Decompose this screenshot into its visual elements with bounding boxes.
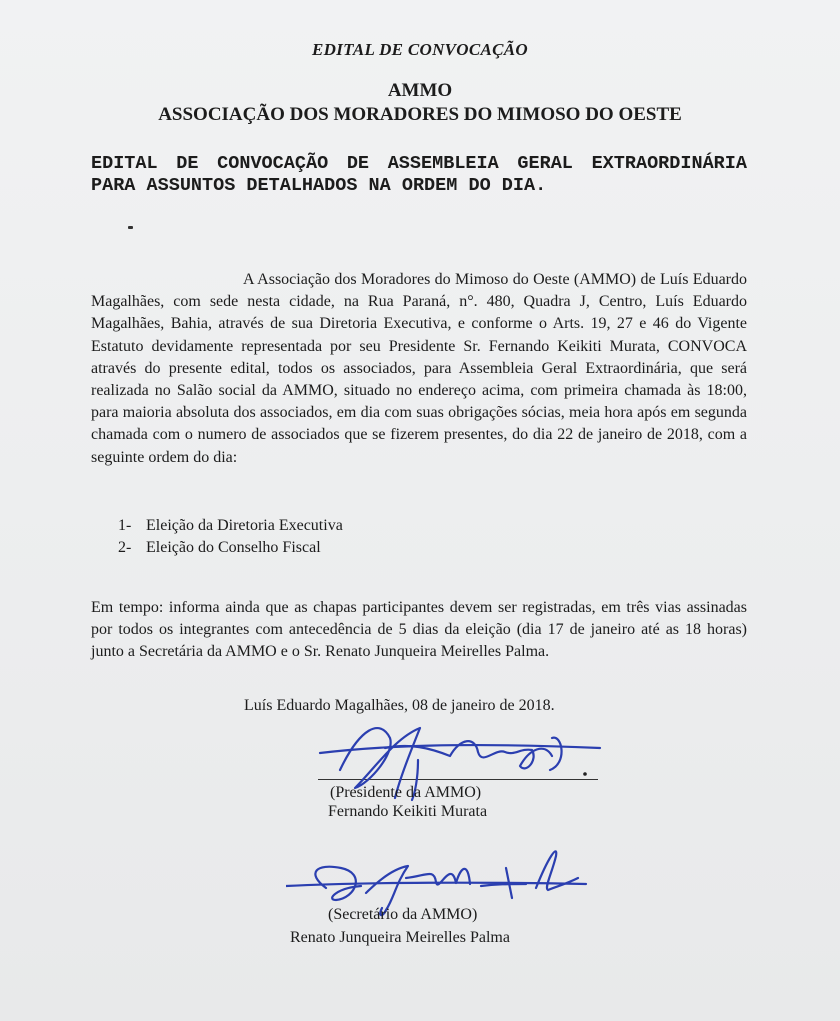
body-paragraph: A Associação dos Moradores do Mimoso do Oeste (AMMO) de Luís Eduardo Magalhães, com sede nesta cidade, na Rua Paraná, n°. 480, Quadra J, Centro, Luís Eduardo Magalhães, Bahia, através de sua Diretoria Executiva, e conforme o Arts. 19, 27 e 46 do Vigente Estatuto devidamente representada por seu Presidente Sr. Fernando Keikiti Murata, CONVOCA através do presente edital, todos os associados, para Assembleia Geral Extraordinária, que será realizada no Salão social da AMMO, situado no endereço acima, com primeira chamada às 18:00, para maioria absoluta dos associados, em dia com suas obrigações sócias, meia hora após em segunda chamada com o numero de associados que se fizerem presentes, do dia 22 de janeiro de 2018, com a seguinte ordem do dia:: [91, 271, 747, 466]
secretary-role: (Secretário da AMMO): [328, 906, 478, 923]
document-heading: EDITAL DE CONVOCAÇÃO DE ASSEMBLEIA GERAL EXTRAORDINÁRIA PARA ASSUNTOS DETALHADOS NA ORDEM DO DIA.: [91, 153, 747, 196]
agenda-item-text: Eleição do Conselho Fiscal: [146, 539, 321, 556]
agenda-item-number: 1-: [118, 517, 132, 534]
stray-mark: [128, 226, 133, 229]
org-name: ASSOCIAÇÃO DOS MORADORES DO MIMOSO DO OESTE: [158, 104, 682, 125]
place-date: Luís Eduardo Magalhães, 08 de janeiro de 2018.: [244, 697, 555, 714]
note-paragraph: Em tempo: informa ainda que as chapas participantes devem ser registradas, em três vias assinadas por todos os integrantes com antecedência de 5 dias da eleição (dia 17 de janeiro até as 18 horas) junto a Secretária da AMMO e o Sr. Renato Junqueira Meirelles Palma.: [91, 599, 747, 661]
secretary-name: Renato Junqueira Meirelles Palma: [290, 929, 510, 946]
org-abbreviation: AMMO: [387, 80, 453, 101]
agenda-item-number: 2-: [118, 539, 132, 556]
agenda-item-text: Eleição da Diretoria Executiva: [146, 517, 343, 534]
edital-title: EDITAL DE CONVOCAÇÃO: [311, 40, 529, 59]
agenda-item: [118, 537, 343, 559]
president-name: Fernando Keikiti Murata: [328, 803, 488, 820]
president-role: (Presidente da AMMO): [330, 784, 482, 801]
agenda-item: [118, 515, 343, 537]
agenda-list: [118, 515, 343, 559]
